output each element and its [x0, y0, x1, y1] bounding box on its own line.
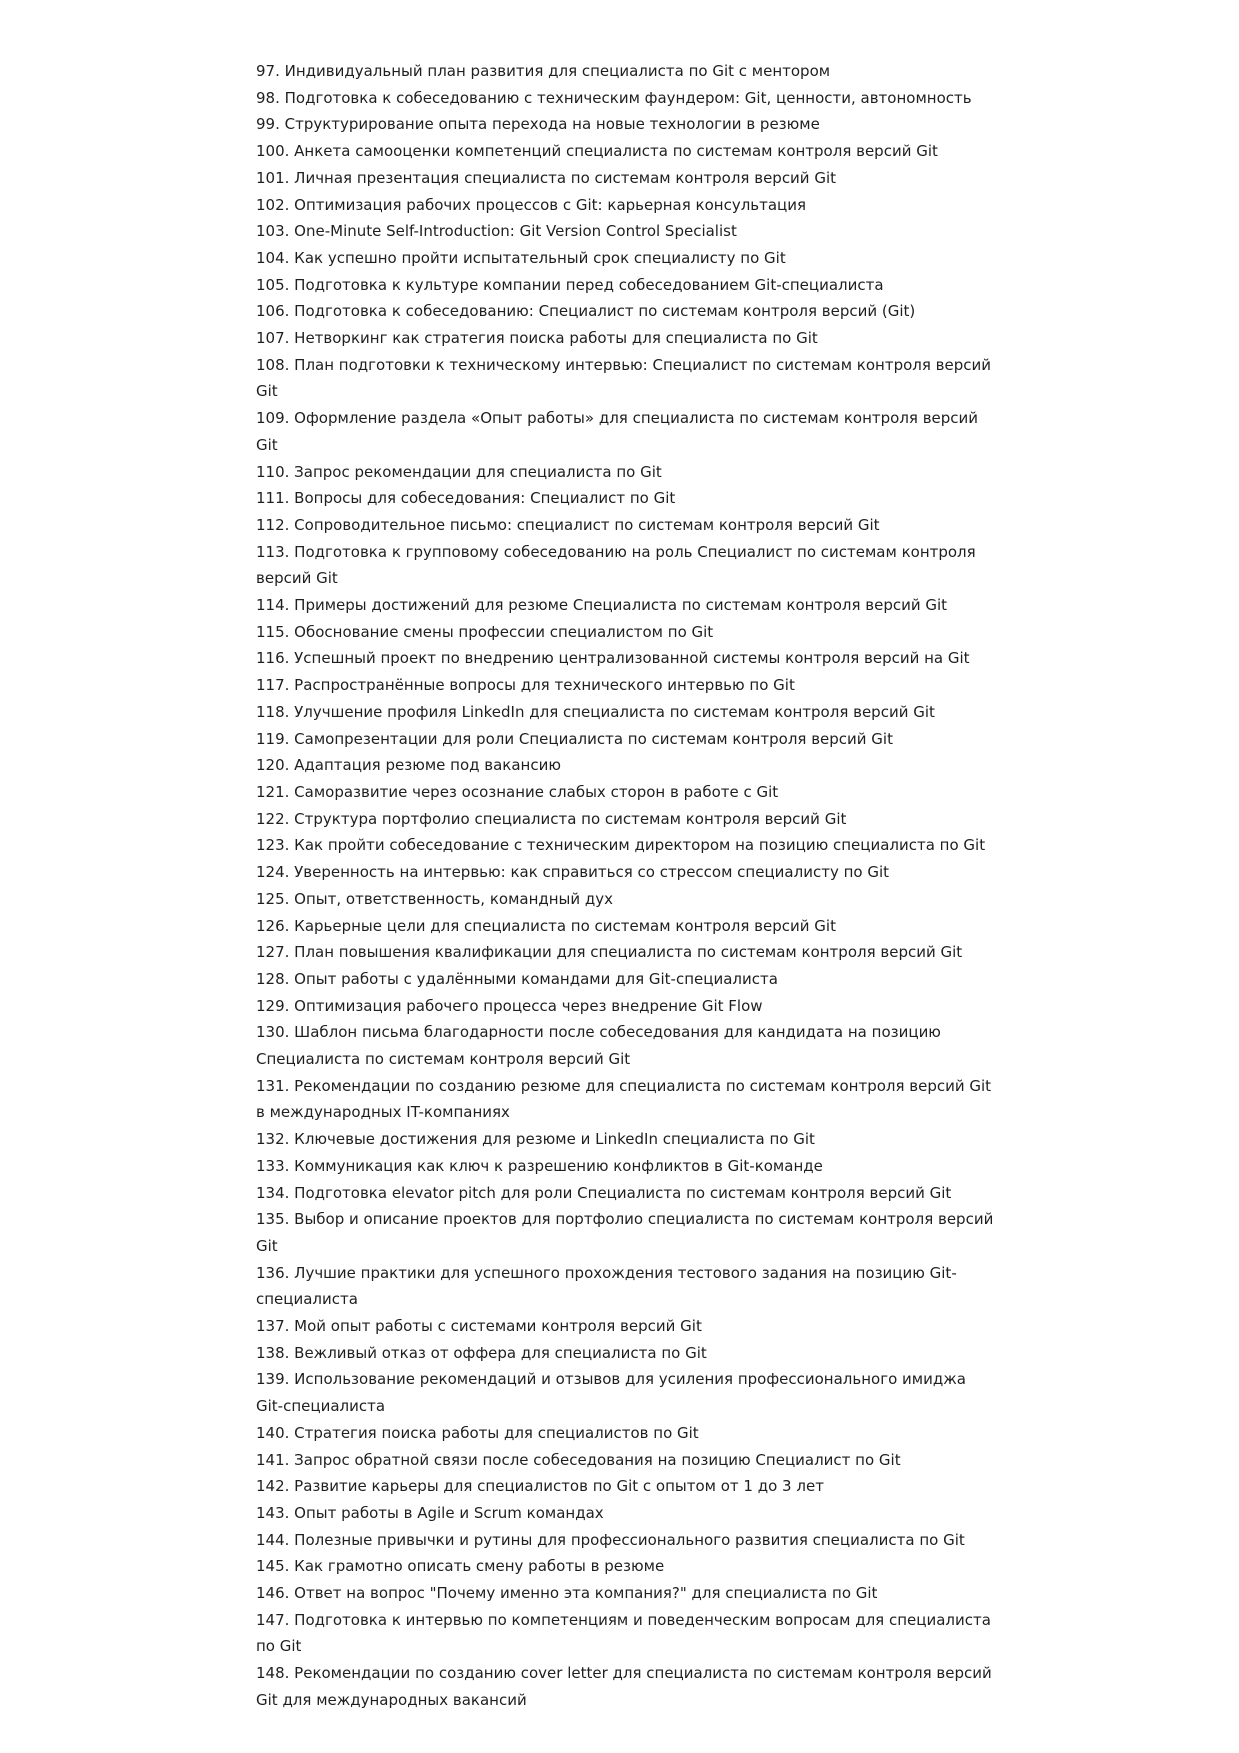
- list-item: 138. Вежливый отказ от оффера для специалиста по Git: [256, 1343, 707, 1362]
- list-item: 101. Личная презентация специалиста по системам контроля версий Git: [256, 168, 836, 187]
- list-item: 119. Самопрезентации для роли Специалиста по системам контроля версий Git: [256, 729, 893, 748]
- list-item: 148. Рекомендации по созданию cover letter для специалиста по системам контроля версий Git для международных вакансий: [256, 1664, 992, 1709]
- list-item: 128. Опыт работы с удалёнными командами для Git-специалиста: [256, 969, 778, 988]
- list-item: 146. Ответ на вопрос "Почему именно эта компания?" для специалиста по Git: [256, 1584, 878, 1603]
- list-item: 104. Как успешно пройти испытательный срок специалисту по Git: [256, 248, 786, 267]
- list-item: 130. Шаблон письма благодарности после собеседования для кандидата на позицию Специалиста по системам контроля версий Git: [256, 1023, 941, 1069]
- document-page: [256, 58, 996, 1714]
- list-item: 136. Лучшие практики для успешного прохождения тестового задания на позицию Git-специалиста: [256, 1263, 957, 1309]
- list-item: 137. Мой опыт работы с системами контроля версий Git: [256, 1317, 702, 1336]
- list-item: 100. Анкета самооценки компетенций специалиста по системам контроля версий Git: [256, 142, 938, 161]
- list-item: 110. Запрос рекомендации для специалиста по Git: [256, 462, 662, 481]
- list-item: 114. Примеры достижений для резюме Специалиста по системам контроля версий Git: [256, 596, 948, 615]
- list-item: 102. Оптимизация рабочих процессов с Git: карьерная консультация: [256, 195, 807, 214]
- list-item: 124. Уверенность на интервью: как справиться со стрессом специалисту по Git: [256, 863, 890, 882]
- list-item: 117. Распространённые вопросы для технического интервью по Git: [256, 676, 795, 695]
- list-item: 103. One-Minute Self-Introduction: Git Version Control Specialist: [256, 222, 737, 241]
- list-item: 129. Оптимизация рабочего процесса через внедрение Git Flow: [256, 996, 763, 1015]
- list-item: 143. Опыт работы в Agile и Scrum командах: [256, 1503, 604, 1522]
- list-item: 97. Индивидуальный план развития для специалиста по Git с ментором: [256, 62, 831, 80]
- list-item: 108. План подготовки к техническому интервью: Специалист по системам контроля версий Git: [256, 355, 991, 401]
- list-item: 135. Выбор и описание проектов для портфолио специалиста по системам контроля версий Git: [256, 1210, 994, 1255]
- list-item: 99. Структурирование опыта перехода на новые технологии в резюме: [256, 115, 820, 134]
- list-item: 121. Саморазвитие через осознание слабых сторон в работе с Git: [256, 782, 779, 801]
- list-item: 133. Коммуникация как ключ к разрешению конфликтов в Git-команде: [256, 1156, 823, 1175]
- list-item: 147. Подготовка к интервью по компетенциям и поведенческим вопросам для специалиста по Git: [256, 1610, 991, 1656]
- list-item: 118. Улучшение профиля LinkedIn для специалиста по системам контроля версий Git: [256, 702, 935, 721]
- list-item: 122. Структура портфолио специалиста по системам контроля версий Git: [256, 809, 847, 828]
- list-item: 123. Как пройти собеседование с техническим директором на позицию специалиста по Git: [256, 836, 986, 855]
- list-item: 106. Подготовка к собеседованию: Специалист по системам контроля версий (Git): [256, 302, 916, 321]
- list-item: 141. Запрос обратной связи после собеседования на позицию Специалист по Git: [256, 1450, 901, 1469]
- list-item: 107. Нетворкинг как стратегия поиска работы для специалиста по Git: [256, 329, 818, 348]
- list-item: 113. Подготовка к групповому собеседованию на роль Специалист по системам контроля версий Git: [256, 542, 976, 588]
- list-item: 105. Подготовка к культуре компании перед собеседованием Git-специалиста: [256, 275, 884, 294]
- list-item: 139. Использование рекомендаций и отзывов для усиления профессионального имиджа Git-специалиста: [256, 1370, 966, 1416]
- list-item: 142. Развитие карьеры для специалистов по Git с опытом от 1 до 3 лет: [256, 1477, 824, 1496]
- list-item: 115. Обоснование смены профессии специалистом по Git: [256, 622, 714, 641]
- list-item: 127. План повышения квалификации для специалиста по системам контроля версий Git: [256, 943, 963, 962]
- list-item: 116. Успешный проект по внедрению централизованной системы контроля версий на Git: [256, 649, 970, 668]
- list-item: 132. Ключевые достижения для резюме и LinkedIn специалиста по Git: [256, 1130, 815, 1149]
- list-item: 120. Адаптация резюме под вакансию: [256, 756, 561, 775]
- list-item: 144. Полезные привычки и рутины для профессионального развития специалиста по Git: [256, 1530, 965, 1549]
- list-item: 112. Сопроводительное письмо: специалист по системам контроля версий Git: [256, 515, 880, 534]
- list-item: 126. Карьерные цели для специалиста по системам контроля версий Git: [256, 916, 836, 935]
- list-item: 140. Стратегия поиска работы для специалистов по Git: [256, 1423, 699, 1442]
- topic-list: [256, 58, 996, 1714]
- list-item: 145. Как грамотно описать смену работы в резюме: [256, 1557, 665, 1576]
- list-item: 98. Подготовка к собеседованию с техническим фаундером: Git, ценности, автономность: [256, 88, 972, 107]
- list-item: 134. Подготовка elevator pitch для роли Специалиста по системам контроля версий Git: [256, 1183, 952, 1202]
- list-item: 131. Рекомендации по созданию резюме для специалиста по системам контроля версий Git в международных IT-компаниях: [256, 1076, 992, 1122]
- list-item: 111. Вопросы для собеседования: Специалист по Git: [256, 489, 676, 508]
- list-item: 125. Опыт, ответственность, командный дух: [256, 889, 614, 908]
- list-item: 109. Оформление раздела «Опыт работы» для специалиста по системам контроля версий Git: [256, 409, 979, 454]
